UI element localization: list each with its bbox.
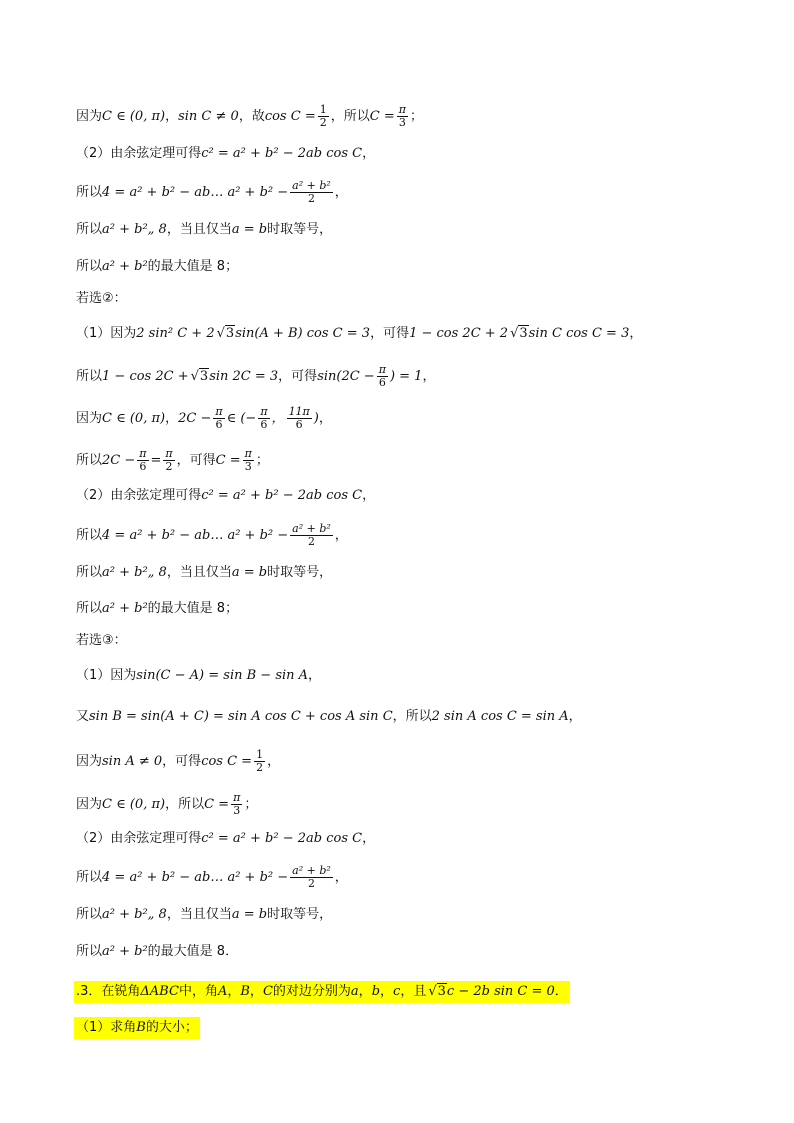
fraction — [290, 180, 333, 205]
solution-line — [76, 180, 348, 205]
text: ，可得 — [370, 326, 410, 341]
text: 因为 — [76, 796, 103, 812]
text: ， — [362, 831, 376, 846]
fraction — [397, 104, 408, 129]
text: ， — [362, 488, 376, 503]
text: ， — [318, 410, 332, 426]
numerator: 11π — [288, 405, 310, 418]
denominator: 2 — [165, 460, 173, 473]
problem-statement — [74, 981, 570, 1003]
text: 的大小； — [145, 1020, 198, 1035]
text: .3．在锐角 — [76, 984, 141, 999]
text: 所以 — [76, 184, 103, 200]
text: ，当且仅当 — [166, 222, 232, 237]
solution-line — [76, 364, 435, 389]
numerator: π — [233, 791, 241, 804]
math: sin(A + B) cos C = 3 — [235, 326, 371, 341]
math: a² + b² — [102, 601, 148, 616]
math: c² = a² + b² − 2ab cos C — [201, 146, 363, 161]
text: 因为 — [76, 410, 103, 426]
text: ， — [358, 984, 372, 999]
section-heading — [76, 290, 127, 308]
math: sin B = sin(A + C) = sin A cos C + cos A sin C — [89, 709, 393, 724]
text: ， — [334, 184, 348, 200]
math: 2 sin A cos C = sin A — [431, 709, 569, 724]
math: sin(2C − — [317, 368, 375, 384]
text: 所以 — [76, 527, 103, 543]
solution-line — [76, 906, 332, 924]
math: a² + b²„ 8 — [102, 565, 167, 580]
sub-question — [74, 1017, 200, 1039]
math: sin(C − A) = sin B − sin A — [136, 668, 309, 683]
text: ，当且仅当 — [166, 907, 232, 922]
math: 2C − — [102, 452, 136, 468]
solution-line — [76, 325, 642, 343]
text: 的最大值是 8； — [147, 259, 239, 274]
text: （2）由余弦定理可得 — [76, 831, 202, 846]
text: 所以 — [76, 565, 103, 580]
math: c² = a² + b² − 2ab cos C — [201, 488, 363, 503]
denominator: 2 — [256, 761, 264, 774]
text: 时取等号， — [267, 222, 333, 237]
math: a² + b² — [102, 259, 148, 274]
section-heading — [76, 632, 127, 650]
text: 又 — [76, 709, 90, 724]
square-root: √ 3 — [190, 368, 209, 384]
text: ，故 — [238, 108, 265, 124]
math: ) — [313, 410, 319, 426]
text: ，可得 — [176, 452, 216, 468]
text: 时取等号， — [267, 565, 333, 580]
text: 所以 — [76, 869, 103, 885]
numerator: π — [244, 447, 252, 460]
solution-line — [76, 145, 375, 163]
denominator: 6 — [260, 418, 268, 431]
text: ； — [409, 108, 423, 124]
math: 2 sin² C + 2 — [136, 326, 215, 341]
text: ， — [362, 146, 376, 161]
math: a² + b² — [102, 944, 148, 959]
text: （1）求角 — [76, 1020, 137, 1035]
radicand: 3 — [437, 984, 446, 999]
numerator: π — [398, 103, 406, 116]
text: 因为 — [76, 108, 103, 124]
solution-line — [76, 667, 321, 685]
text: 所以 — [76, 601, 103, 616]
math: a² + b²„ 8 — [102, 222, 167, 237]
fraction — [243, 448, 254, 473]
denominator: 3 — [244, 460, 252, 473]
text: 的对边分别为 — [272, 984, 351, 999]
math: B — [240, 984, 250, 999]
text: ， — [334, 527, 348, 543]
math: C = — [369, 108, 395, 124]
text: 所以 — [76, 944, 103, 959]
math: sin C cos C = 3 — [528, 326, 630, 341]
math: B — [136, 1020, 146, 1035]
math: ， — [271, 410, 285, 426]
math: a — [350, 984, 359, 999]
text: （1）因为 — [76, 668, 137, 683]
math: C ∈ (0, π) — [102, 108, 166, 124]
solution-line — [76, 564, 332, 582]
solution-line — [76, 749, 280, 774]
solution-line — [76, 865, 348, 890]
solution-line — [76, 523, 348, 548]
math: a = b — [231, 907, 268, 922]
square-root: √ 3 — [428, 984, 446, 999]
text: ； — [255, 452, 269, 468]
denominator: 6 — [378, 376, 386, 389]
text: ， — [629, 326, 643, 341]
text: 所以 — [76, 222, 103, 237]
text: ， — [568, 709, 582, 724]
math: c — [393, 984, 401, 999]
text: ， — [249, 984, 263, 999]
fraction — [137, 448, 148, 473]
numerator: π — [139, 447, 147, 460]
fraction — [290, 865, 333, 890]
solution-line — [76, 406, 332, 431]
math: a² + b²„ 8 — [102, 907, 167, 922]
math: 4 = a² + b² − ab… a² + b² − — [102, 869, 289, 885]
text: 时取等号， — [267, 907, 333, 922]
denominator: 2 — [307, 192, 315, 205]
math: A — [217, 984, 228, 999]
text: ， — [380, 984, 394, 999]
solution-line — [76, 708, 582, 726]
text: ， — [334, 869, 348, 885]
square-root: √ 3 — [510, 326, 528, 341]
text: ，所以 — [330, 108, 370, 124]
text: ， — [422, 368, 436, 384]
solution-line — [76, 258, 238, 276]
fraction — [287, 406, 312, 431]
denominator: 6 — [139, 460, 147, 473]
math: C — [262, 984, 273, 999]
math: 1 − cos 2C + 2 — [409, 326, 509, 341]
fraction — [377, 364, 388, 389]
math: cos C = — [201, 753, 253, 769]
text: 所以 — [76, 259, 103, 274]
math: a = b — [231, 222, 268, 237]
solution-line — [76, 792, 257, 817]
numerator: a² + b² — [292, 864, 331, 877]
text: 所以 — [76, 368, 103, 384]
denominator: 2 — [307, 877, 315, 890]
math: 4 = a² + b² − ab… a² + b² − — [102, 184, 289, 200]
numerator: π — [165, 447, 173, 460]
solution-line — [76, 830, 375, 848]
math: C = — [204, 796, 230, 812]
numerator: 1 — [319, 103, 327, 116]
text: ，所以 — [165, 796, 205, 812]
fraction — [163, 448, 174, 473]
math: sin C ≠ 0 — [178, 108, 239, 124]
fraction — [213, 406, 224, 431]
numerator: a² + b² — [292, 522, 331, 535]
text: 所以 — [76, 907, 103, 922]
math: cos C = — [264, 108, 316, 124]
radicand: 3 — [225, 326, 235, 341]
text: ，可得 — [278, 368, 318, 384]
math: sin 2C = 3 — [209, 368, 279, 384]
math: a = b — [231, 565, 268, 580]
denominator: 6 — [215, 418, 223, 431]
text: （1）因为 — [76, 326, 137, 341]
text: ， — [308, 668, 322, 683]
text: 中，角 — [178, 984, 218, 999]
text: 所以 — [76, 452, 103, 468]
denominator: 2 — [307, 535, 315, 548]
math: 4 = a² + b² − ab… a² + b² − — [102, 527, 289, 543]
fraction — [258, 406, 269, 431]
text: ， — [227, 984, 241, 999]
text: ，当且仅当 — [166, 565, 232, 580]
solution-line — [76, 487, 375, 505]
text: （2）由余弦定理可得 — [76, 146, 202, 161]
square-root: √ 3 — [216, 326, 235, 341]
fraction — [318, 104, 329, 129]
math: c − 2b sin C = 0 — [446, 984, 555, 999]
text: ，可得 — [162, 753, 202, 769]
text: ． — [554, 984, 568, 999]
numerator: π — [378, 363, 386, 376]
numerator: a² + b² — [292, 179, 331, 192]
text: ， — [267, 753, 281, 769]
text: 若选③： — [76, 633, 127, 648]
fraction — [254, 749, 265, 774]
radicand: 3 — [519, 326, 528, 341]
denominator: 2 — [319, 116, 327, 129]
math: 2C − — [178, 410, 212, 426]
math: 1 − cos 2C + — [102, 368, 189, 384]
text: 的最大值是 8； — [147, 601, 239, 616]
math: C = — [215, 452, 241, 468]
math: b — [371, 984, 381, 999]
text: ， — [165, 108, 179, 124]
text: 因为 — [76, 753, 103, 769]
text: ； — [244, 796, 258, 812]
denominator: 3 — [398, 116, 406, 129]
text: 的最大值是 8． — [147, 944, 239, 959]
denominator: 6 — [295, 418, 303, 431]
text: ， — [165, 410, 179, 426]
solution-line — [76, 943, 238, 961]
math: = — [150, 452, 162, 468]
solution-line — [76, 600, 238, 618]
math: ) = 1 — [389, 368, 423, 384]
math: C ∈ (0, π) — [102, 796, 166, 812]
text: ，所以 — [392, 709, 432, 724]
solution-line — [76, 221, 332, 239]
numerator: π — [260, 405, 268, 418]
math: sin A ≠ 0 — [102, 753, 163, 769]
text: ，且 — [400, 984, 427, 999]
fraction — [231, 792, 242, 817]
numerator: π — [215, 405, 223, 418]
math: C ∈ (0, π) — [102, 410, 166, 426]
denominator: 3 — [233, 804, 241, 817]
fraction — [290, 523, 333, 548]
solution-line — [76, 104, 423, 129]
radicand: 3 — [199, 368, 209, 384]
text: （2）由余弦定理可得 — [76, 488, 202, 503]
solution-line — [76, 448, 269, 473]
text: 若选②： — [76, 291, 127, 306]
math: ∈ (− — [226, 410, 257, 426]
math: ΔABC — [140, 984, 179, 999]
math: c² = a² + b² − 2ab cos C — [201, 831, 363, 846]
numerator: 1 — [256, 748, 264, 761]
